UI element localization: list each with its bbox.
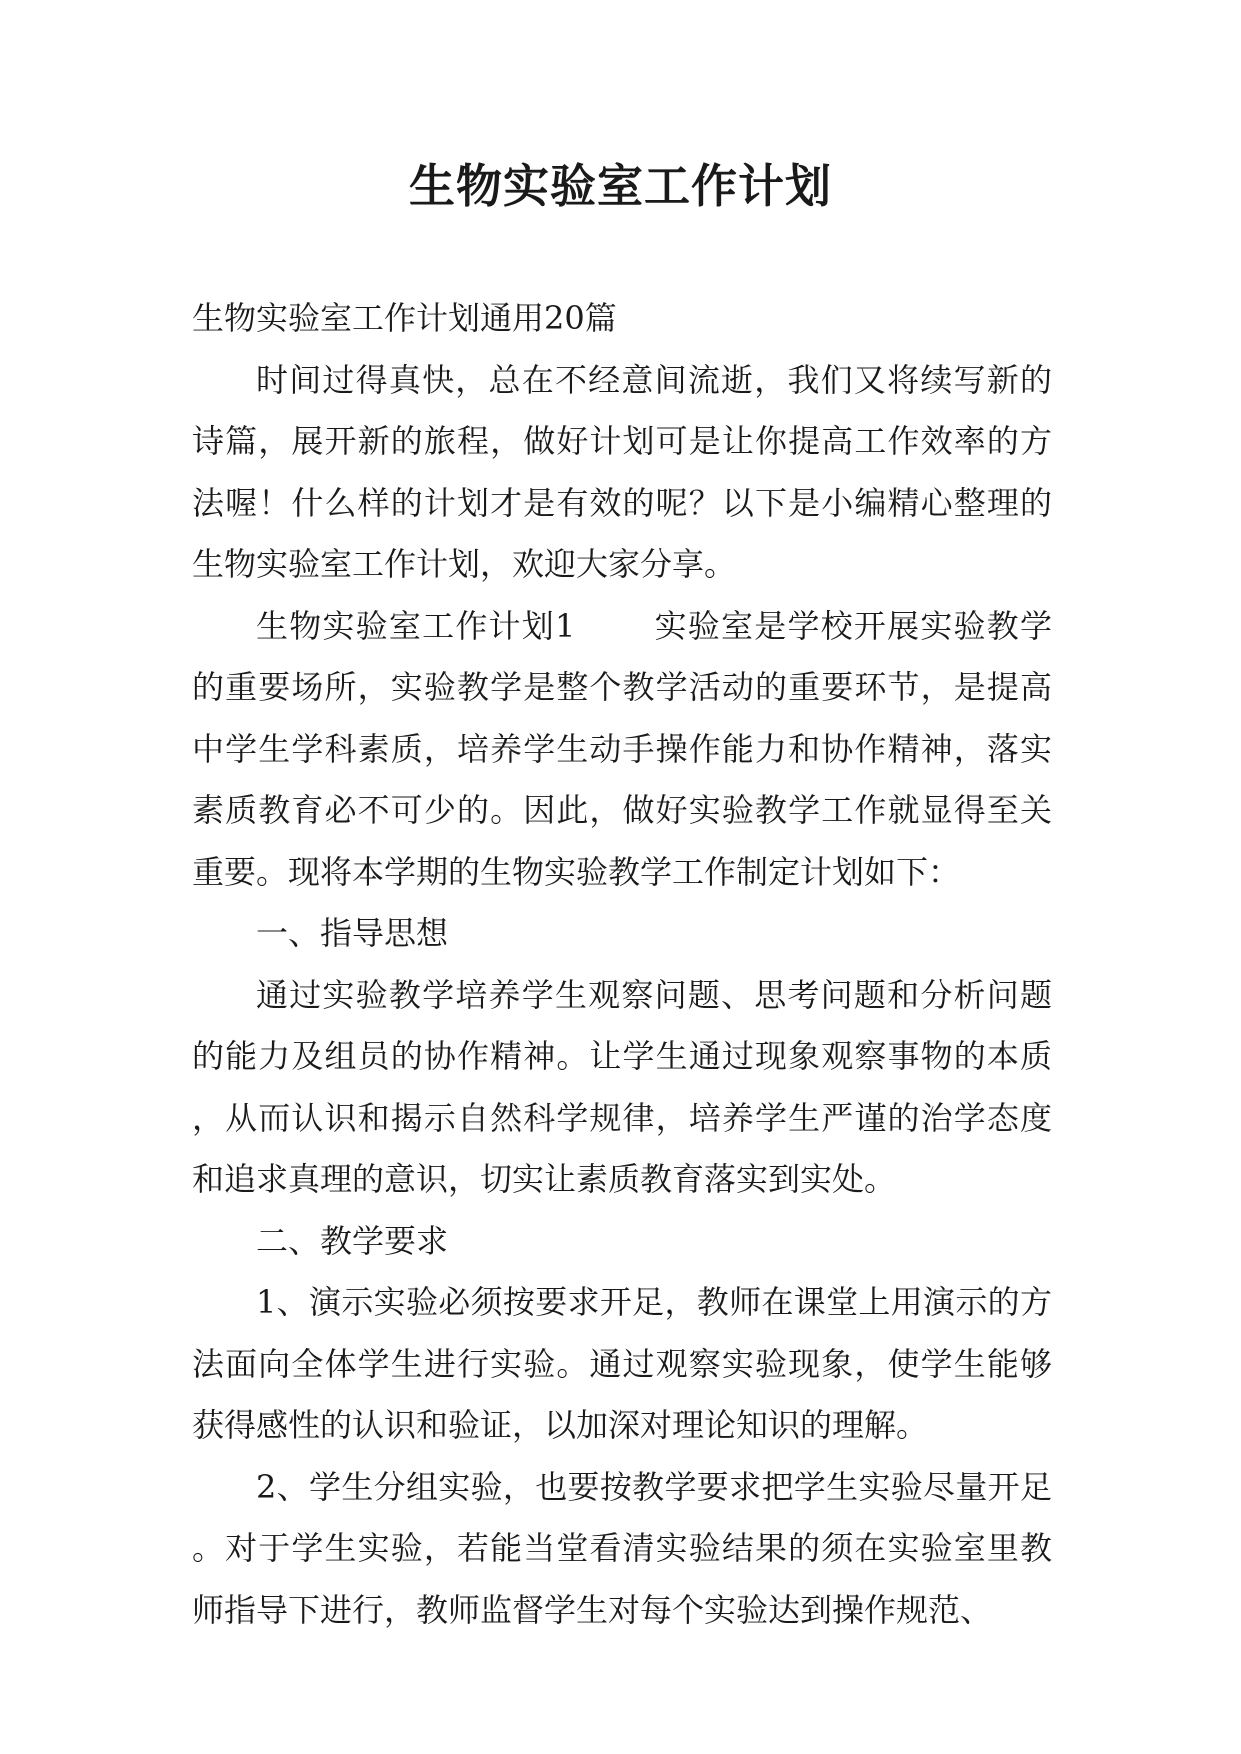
document-title: 生物实验室工作计划 [409,159,832,213]
section-1-text: 实验室是学校开展实验教学的重要场所，实验教学是整个教学活动的重要环节，是提高中学生学科素质，培养学生动手操作能力和协作精神，落实素质教育必不可少的。因此，做好实验教学工作就显得至关重要。现将本学期的生物实验教学工作制定计划如下： [192,606,1052,891]
document-subtitle: 生物实验室工作计划通用20篇 [192,299,617,337]
heading-teaching-requirements: 二、教学要求 [256,1221,449,1260]
section-1-paragraph [192,596,1052,904]
section-1-heading: 生物实验室工作计划1 [256,606,576,645]
document-body [192,288,1052,1641]
requirement-2-paragraph: 2、学生分组实验，也要按教学要求把学生实验尽量开足。对于学生实验，若能当堂看清实验结果的须在实验室里教师指导下进行，教师监督学生对每个实验达到操作规范、 [192,1467,1052,1629]
guiding-ideology-paragraph: 通过实验教学培养学生观察问题、思考问题和分析问题的能力及组员的协作精神。让学生通过现象观察事物的本质，从而认识和揭示自然科学规律，培养学生严谨的治学态度和追求真理的意识，切实让素质教育落实到实处。 [192,975,1052,1198]
heading-guiding-ideology: 一、指导思想 [256,914,449,952]
requirement-1-paragraph: 1、演示实验必须按要求开足，教师在课堂上用演示的方法面向全体学生进行实验。通过观察实验现象，使学生能够获得感性的认识和验证，以加深对理论知识的理解。 [192,1283,1052,1444]
intro-paragraph: 时间过得真快，总在不经意间流逝，我们又将续写新的诗篇，展开新的旅程，做好计划可是让你提高工作效率的方法喔！什么样的计划才是有效的呢？以下是小编精心整理的生物实验室工作计划，欢迎大家分享。 [192,360,1052,583]
